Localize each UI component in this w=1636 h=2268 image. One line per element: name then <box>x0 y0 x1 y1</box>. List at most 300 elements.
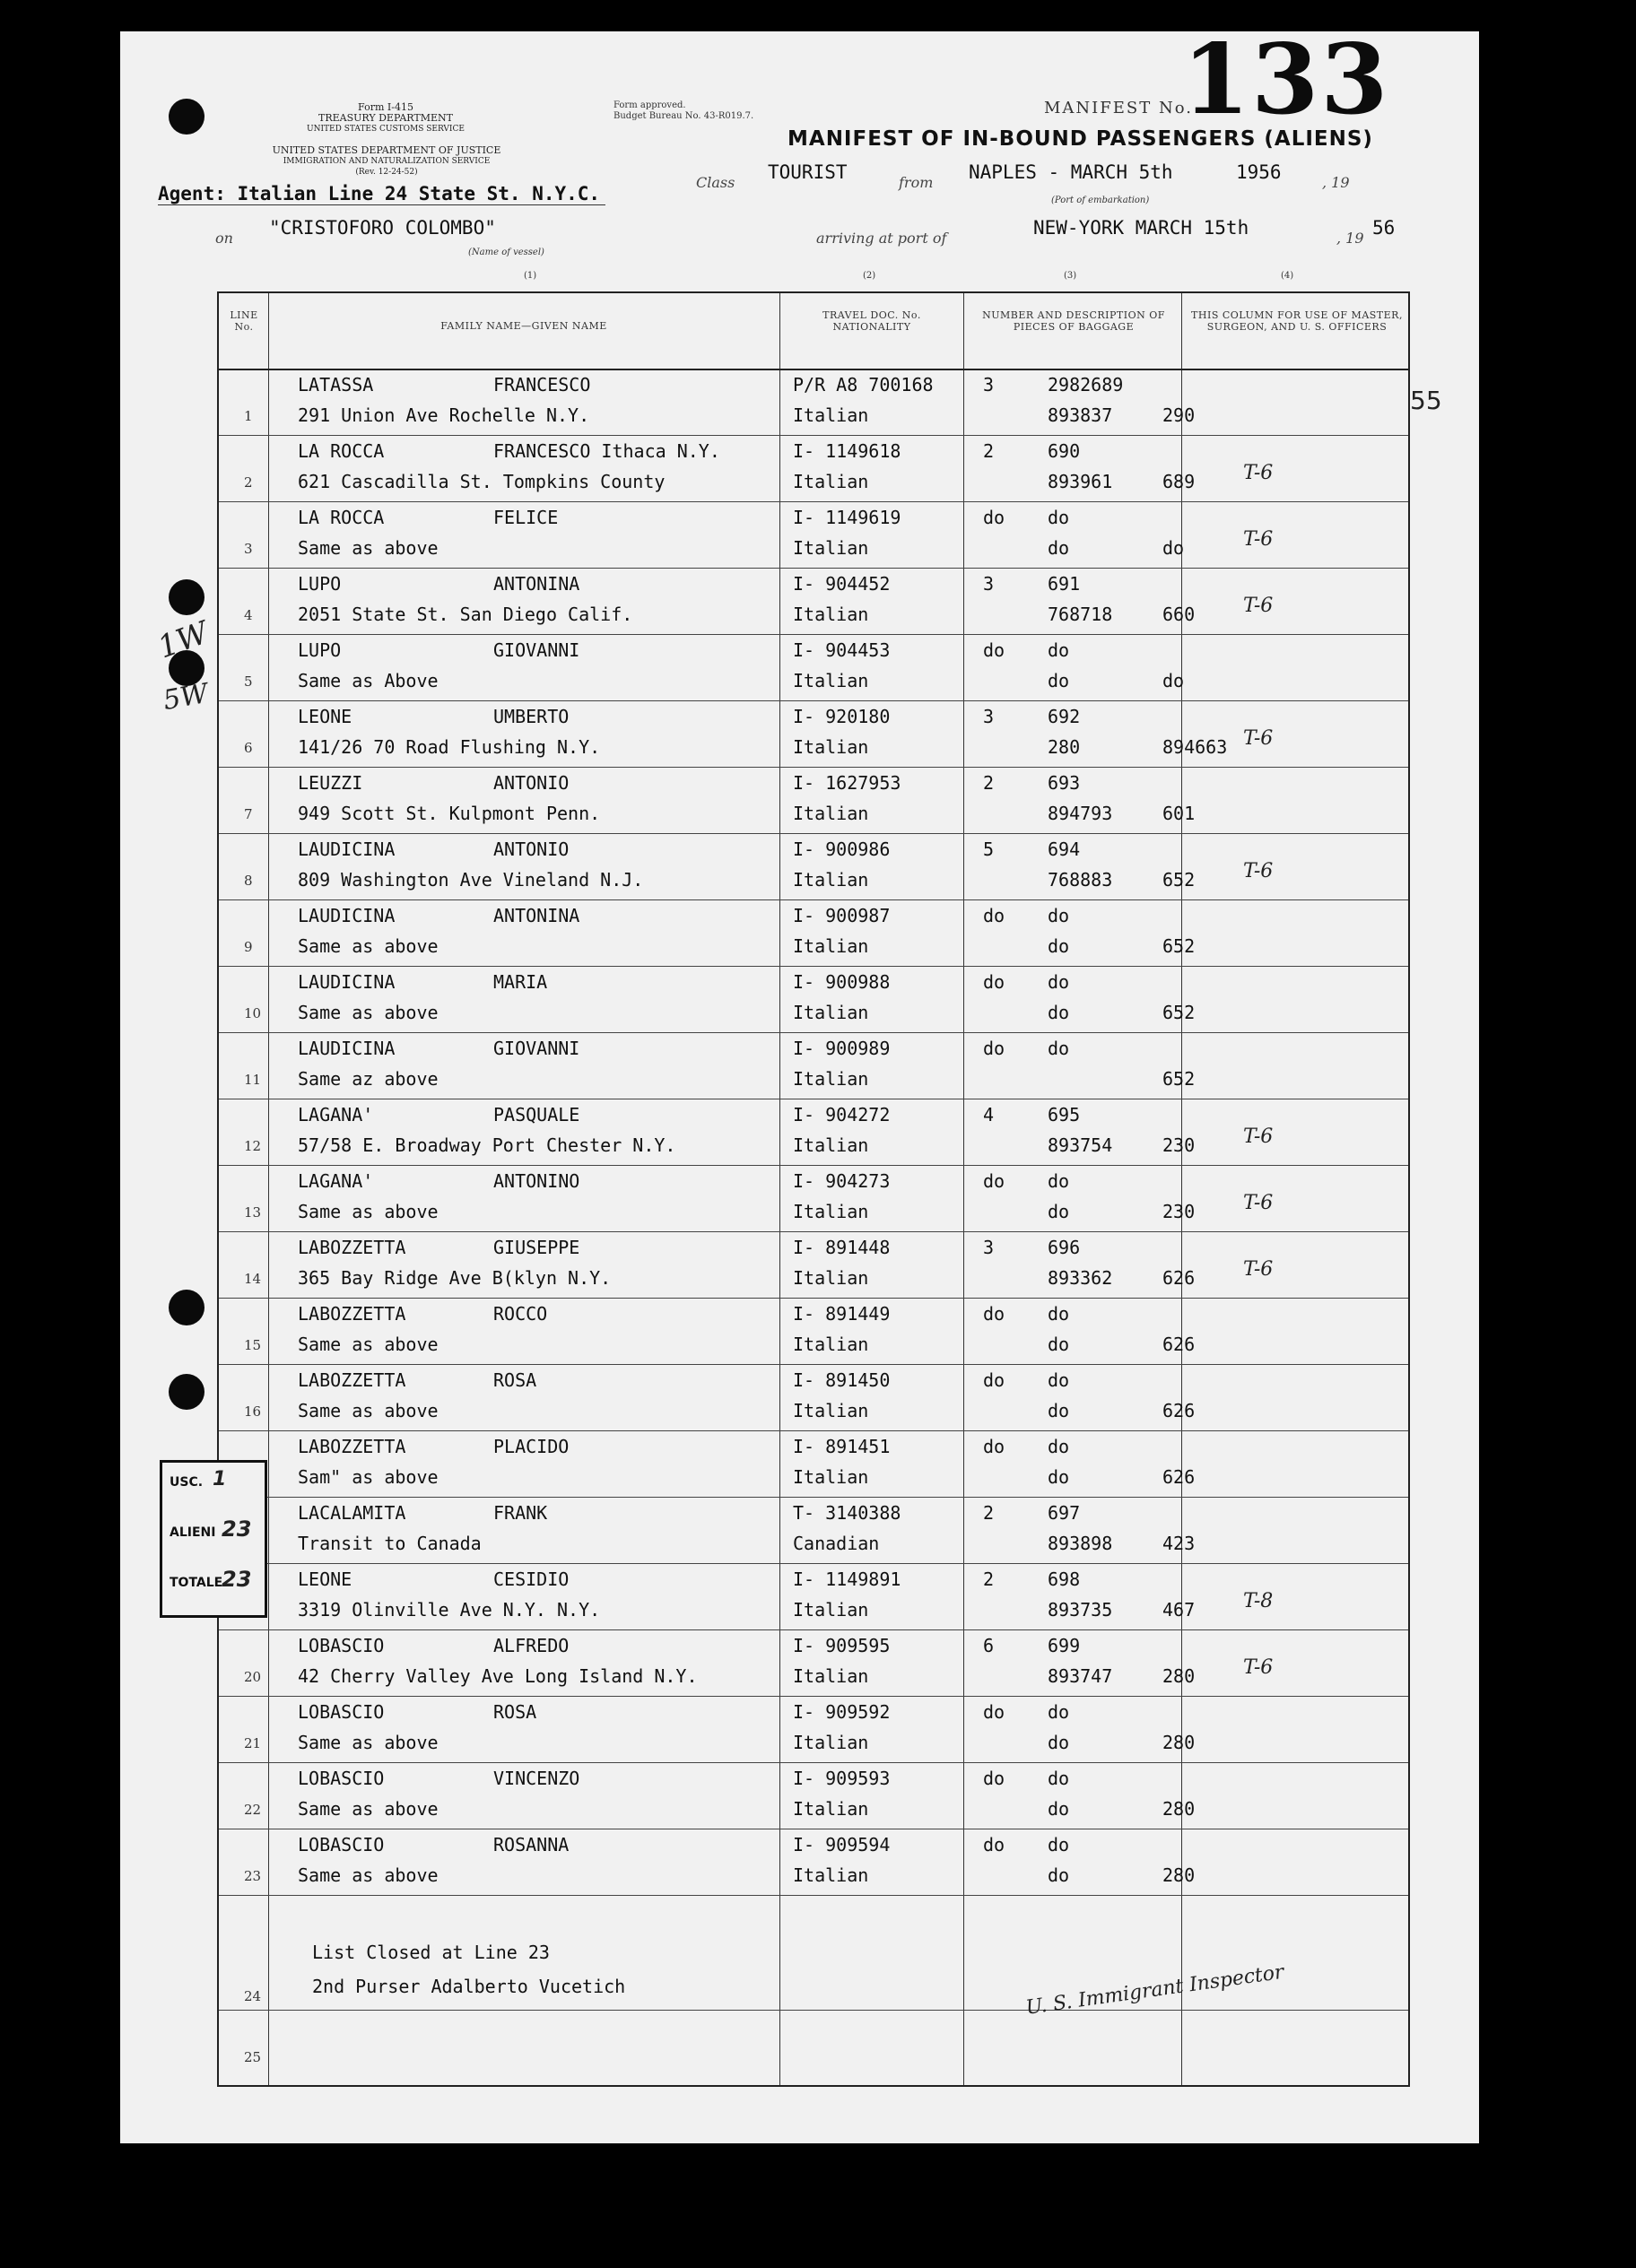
table-row <box>219 1696 1408 1763</box>
given-name: GIOVANNI <box>493 1038 580 1059</box>
given-name: ROSA <box>493 1701 537 1723</box>
baggage-weight: 423 <box>1162 1533 1196 1554</box>
given-name: UMBERTO <box>493 706 570 727</box>
form-info-block <box>269 102 502 135</box>
baggage-tag: do <box>1048 1369 1070 1391</box>
nationality: Italian <box>793 736 869 758</box>
officer-note: T-6 <box>1243 860 1274 882</box>
form-number: Form I-415 <box>358 101 413 113</box>
baggage-pieces: 6 <box>983 1635 995 1656</box>
form-approved: Form approved. <box>614 100 686 110</box>
baggage-check: do <box>1048 1334 1070 1355</box>
line-number: 4 <box>244 607 253 623</box>
table-row <box>219 1032 1408 1099</box>
travel-doc-number: I- 909594 <box>793 1834 891 1855</box>
line-number: 6 <box>244 740 253 756</box>
given-name: ANTONINA <box>493 905 580 926</box>
travel-doc-number: I- 904453 <box>793 639 891 661</box>
table-row <box>219 634 1408 701</box>
baggage-pieces: do <box>983 1768 1005 1789</box>
baggage-weight: 652 <box>1162 935 1196 957</box>
address: Same as above <box>298 1002 439 1023</box>
travel-doc-number: I- 1149891 <box>793 1568 901 1590</box>
col-index-3: (3) <box>1064 271 1077 281</box>
baggage-tag: do <box>1048 507 1070 528</box>
line-number: 2 <box>244 474 253 491</box>
address: Same as above <box>298 537 439 559</box>
baggage-pieces: do <box>983 1038 1005 1059</box>
officer-note: T-6 <box>1243 1125 1274 1148</box>
baggage-check: 893837 <box>1048 404 1113 426</box>
address: 57/58 E. Broadway Port Chester N.Y. <box>298 1134 676 1156</box>
table-row <box>219 435 1408 502</box>
baggage-weight: 689 <box>1162 471 1196 492</box>
baggage-weight: 660 <box>1162 604 1196 625</box>
travel-doc-number: I- 904273 <box>793 1170 891 1192</box>
line-number: 8 <box>244 873 253 889</box>
baggage-tag: do <box>1048 971 1070 993</box>
baggage-weight: do <box>1162 537 1185 559</box>
given-name: ALFREDO <box>493 1635 570 1656</box>
nationality: Italian <box>793 1334 869 1355</box>
baggage-tag: 693 <box>1048 772 1081 794</box>
baggage-tag: 698 <box>1048 1568 1081 1590</box>
officer-note: T-6 <box>1243 528 1274 551</box>
line-number: 21 <box>244 1735 262 1751</box>
baggage-check: 893754 <box>1048 1134 1113 1156</box>
address: Same as above <box>298 1201 439 1222</box>
address: Same as above <box>298 935 439 957</box>
family-name: LATASSA <box>298 374 374 395</box>
arriving-value: NEW-YORK MARCH 15th <box>1033 217 1249 239</box>
list-closed-note: List Closed at Line 23 <box>312 1942 550 1963</box>
nationality: Italian <box>793 1466 869 1488</box>
travel-doc-number: I- 920180 <box>793 706 891 727</box>
rev-label: (Rev. 12-24-52) <box>355 168 418 177</box>
family-name: LABOZZETTA <box>298 1303 406 1325</box>
table-row <box>219 1762 1408 1829</box>
nationality: Italian <box>793 935 869 957</box>
address: Sam" as above <box>298 1466 439 1488</box>
nationality: Italian <box>793 803 869 824</box>
address: 291 Union Ave Rochelle N.Y. <box>298 404 590 426</box>
baggage-weight: 894663 <box>1162 736 1228 758</box>
nationality: Italian <box>793 1665 869 1687</box>
table-row <box>219 767 1408 834</box>
officer-note: T-6 <box>1243 1656 1274 1679</box>
purser-signature: 2nd Purser Adalberto Vucetich <box>312 1976 626 1997</box>
nationality: Italian <box>793 604 869 625</box>
baggage-check: do <box>1048 1201 1070 1222</box>
line-number: 1 <box>244 408 253 424</box>
address: Same as Above <box>298 670 439 691</box>
baggage-check: do <box>1048 670 1070 691</box>
nationality: Italian <box>793 471 869 492</box>
travel-doc-number: I- 891448 <box>793 1237 891 1258</box>
address: Same as above <box>298 1400 439 1421</box>
line-number: 12 <box>244 1138 262 1154</box>
baggage-check: do <box>1048 1466 1070 1488</box>
baggage-tag: do <box>1048 639 1070 661</box>
row-divider <box>219 2010 1408 2011</box>
treasury-label: TREASURY DEPARTMENT <box>318 112 453 124</box>
given-name: FELICE <box>493 507 559 528</box>
family-name: LOBASCIO <box>298 1635 385 1656</box>
travel-doc-number: I- 904272 <box>793 1104 891 1125</box>
punch-hole <box>169 99 204 135</box>
budget-bureau: Budget Bureau No. 43-R019.7. <box>614 111 754 121</box>
officer-note: T-6 <box>1243 595 1274 617</box>
address: Transit to Canada <box>298 1533 482 1554</box>
travel-doc-number: I- 900989 <box>793 1038 891 1059</box>
justice-label: UNITED STATES DEPARTMENT OF JUSTICE <box>272 144 501 156</box>
address: Same as above <box>298 1798 439 1820</box>
arrival-year-prefix: , 19 <box>1336 230 1364 247</box>
officer-note: T-6 <box>1243 462 1274 484</box>
baggage-tag: do <box>1048 1701 1070 1723</box>
travel-doc-number: I- 891450 <box>793 1369 891 1391</box>
baggage-check: 280 <box>1048 736 1081 758</box>
baggage-weight: 626 <box>1162 1400 1196 1421</box>
footer-divider <box>219 1895 1408 1896</box>
punch-hole <box>169 1290 204 1325</box>
table-row <box>219 1099 1408 1166</box>
given-name: VINCENZO <box>493 1768 580 1789</box>
address: 141/26 70 Road Flushing N.Y. <box>298 736 601 758</box>
given-name: FRANCESCO Ithaca N.Y. <box>493 440 720 462</box>
baggage-pieces: do <box>983 1170 1005 1192</box>
baggage-check: do <box>1048 1400 1070 1421</box>
table-header <box>219 293 1408 370</box>
port-embarkation-caption: (Port of embarkation) <box>1051 196 1150 205</box>
address: 949 Scott St. Kulpmont Penn. <box>298 803 601 824</box>
nationality: Italian <box>793 1201 869 1222</box>
baggage-tag: 692 <box>1048 706 1081 727</box>
agent-line: Agent: Italian Line 24 State St. N.Y.C. <box>158 183 605 205</box>
passenger-table <box>217 291 1410 2087</box>
on-label: on <box>215 230 233 247</box>
travel-doc-number: I- 900988 <box>793 971 891 993</box>
baggage-pieces: 5 <box>983 839 995 860</box>
baggage-check: 768883 <box>1048 869 1113 891</box>
header-baggage: NUMBER AND DESCRIPTION OF PIECES OF BAGGAGE <box>982 309 1165 333</box>
stamp-usc-label: USC. <box>170 1475 204 1490</box>
given-name: ANTONINA <box>493 573 580 595</box>
baggage-weight: 652 <box>1162 869 1196 891</box>
baggage-weight: 280 <box>1162 1864 1196 1886</box>
baggage-weight: do <box>1162 670 1185 691</box>
family-name: LUPO <box>298 639 342 661</box>
baggage-weight: 290 <box>1162 404 1196 426</box>
nationality: Italian <box>793 1002 869 1023</box>
baggage-pieces: do <box>983 1701 1005 1723</box>
baggage-pieces: do <box>983 639 1005 661</box>
baggage-tag: do <box>1048 1170 1070 1192</box>
baggage-tag: 690 <box>1048 440 1081 462</box>
baggage-tag: 2982689 <box>1048 374 1124 395</box>
family-name: LEONE <box>298 706 352 727</box>
baggage-weight: 652 <box>1162 1002 1196 1023</box>
family-name: LABOZZETTA <box>298 1369 406 1391</box>
officer-note: T-6 <box>1243 1192 1274 1214</box>
table-row <box>219 1563 1408 1630</box>
family-name: LAUDICINA <box>298 971 396 993</box>
line-number: 22 <box>244 1802 262 1818</box>
family-name: LOBASCIO <box>298 1768 385 1789</box>
baggage-pieces: do <box>983 1436 1005 1457</box>
nationality: Canadian <box>793 1533 880 1554</box>
page-note: 55 <box>1410 386 1442 415</box>
vessel-name: "CRISTOFORO COLOMBO" <box>269 217 496 239</box>
given-name: ANTONIO <box>493 772 570 794</box>
nationality: Italian <box>793 404 869 426</box>
line-number: 14 <box>244 1271 262 1287</box>
family-name: LABOZZETTA <box>298 1436 406 1457</box>
baggage-tag: do <box>1048 1768 1070 1789</box>
travel-doc-number: I- 904452 <box>793 573 891 595</box>
table-row <box>219 1165 1408 1232</box>
address: Same as above <box>298 1334 439 1355</box>
travel-doc-number: I- 1149619 <box>793 507 901 528</box>
baggage-pieces: do <box>983 1834 1005 1855</box>
address: 3319 Olinville Ave N.Y. N.Y. <box>298 1599 601 1621</box>
address: 365 Bay Ridge Ave B(klyn N.Y. <box>298 1267 612 1289</box>
table-row <box>219 1231 1408 1299</box>
travel-doc-number: I- 909595 <box>793 1635 891 1656</box>
travel-doc-number: I- 1627953 <box>793 772 901 794</box>
nationality: Italian <box>793 869 869 891</box>
given-name: FRANK <box>493 1502 548 1524</box>
line-number: 10 <box>244 1005 262 1021</box>
address: Same as above <box>298 1732 439 1753</box>
baggage-pieces: 2 <box>983 772 995 794</box>
baggage-pieces: 3 <box>983 706 995 727</box>
table-row <box>219 568 1408 635</box>
baggage-pieces: do <box>983 1303 1005 1325</box>
baggage-tag: 691 <box>1048 573 1081 595</box>
stamp-total-label: TOTALE <box>170 1576 223 1590</box>
family-name: LAGANA' <box>298 1104 374 1125</box>
header-officers: THIS COLUMN FOR USE OF MASTER, SURGEON, AND U. S. OFFICERS <box>1191 309 1403 333</box>
family-name: LAUDICINA <box>298 1038 396 1059</box>
family-name: LOBASCIO <box>298 1834 385 1855</box>
address: 42 Cherry Valley Ave Long Island N.Y. <box>298 1665 698 1687</box>
baggage-weight: 652 <box>1162 1068 1196 1090</box>
arrival-year: 56 <box>1372 217 1396 239</box>
table-row <box>219 1298 1408 1365</box>
line-number: 11 <box>244 1072 262 1088</box>
margin-note: 5W <box>161 677 211 717</box>
baggage-check: do <box>1048 537 1070 559</box>
baggage-tag: 697 <box>1048 1502 1081 1524</box>
nationality: Italian <box>793 1400 869 1421</box>
given-name: ROSANNA <box>493 1834 570 1855</box>
family-name: LA ROCCA <box>298 507 385 528</box>
nationality: Italian <box>793 1134 869 1156</box>
baggage-check: do <box>1048 1798 1070 1820</box>
travel-doc-number: I- 891451 <box>793 1436 891 1457</box>
address: Same az above <box>298 1068 439 1090</box>
officer-note: T-6 <box>1243 727 1274 750</box>
given-name: GIOVANNI <box>493 639 580 661</box>
given-name: ANTONINO <box>493 1170 580 1192</box>
address: Same as above <box>298 1864 439 1886</box>
stamp-alien-label: ALIENI <box>170 1525 216 1540</box>
officer-note: T-6 <box>1243 1258 1274 1281</box>
nationality: Italian <box>793 1732 869 1753</box>
line-number: 13 <box>244 1204 262 1221</box>
embark-year: 1956 <box>1236 161 1282 183</box>
baggage-tag: do <box>1048 1038 1070 1059</box>
table-row <box>219 369 1408 436</box>
punch-hole <box>169 1374 204 1410</box>
baggage-weight: 280 <box>1162 1665 1196 1687</box>
nationality: Italian <box>793 537 869 559</box>
baggage-tag: do <box>1048 1303 1070 1325</box>
nationality: Italian <box>793 1864 869 1886</box>
baggage-tag: do <box>1048 1436 1070 1457</box>
table-row <box>219 1497 1408 1564</box>
count-stamp <box>160 1460 267 1618</box>
table-row <box>219 1629 1408 1697</box>
baggage-weight: 626 <box>1162 1466 1196 1488</box>
baggage-tag: 696 <box>1048 1237 1081 1258</box>
header-line-no: LINE No. <box>230 309 258 333</box>
family-name: LA ROCCA <box>298 440 385 462</box>
table-row <box>219 1829 1408 1896</box>
baggage-check: do <box>1048 1002 1070 1023</box>
given-name: GIUSEPPE <box>493 1237 580 1258</box>
baggage-weight: 230 <box>1162 1201 1196 1222</box>
baggage-weight: 280 <box>1162 1732 1196 1753</box>
baggage-pieces: 3 <box>983 374 995 395</box>
manifest-title: MANIFEST OF IN-BOUND PASSENGERS (ALIENS) <box>788 127 1373 151</box>
family-name: LEONE <box>298 1568 352 1590</box>
family-name: LABOZZETTA <box>298 1237 406 1258</box>
line-number: 7 <box>244 806 253 822</box>
baggage-pieces: do <box>983 905 1005 926</box>
baggage-check: 768718 <box>1048 604 1113 625</box>
baggage-pieces: do <box>983 971 1005 993</box>
address: 2051 State St. San Diego Calif. <box>298 604 633 625</box>
stamp-alien-value: 23 <box>222 1516 252 1542</box>
baggage-pieces: 2 <box>983 1568 995 1590</box>
baggage-tag: 699 <box>1048 1635 1081 1656</box>
officer-note: T-8 <box>1243 1590 1274 1612</box>
baggage-tag: do <box>1048 905 1070 926</box>
travel-doc-number: I- 909593 <box>793 1768 891 1789</box>
baggage-check: 894793 <box>1048 803 1113 824</box>
travel-doc-number: P/R A8 700168 <box>793 374 934 395</box>
given-name: MARIA <box>493 971 548 993</box>
line-number: 24 <box>244 1988 262 2004</box>
given-name: ANTONIO <box>493 839 570 860</box>
baggage-pieces: 2 <box>983 1502 995 1524</box>
travel-doc-number: I- 909592 <box>793 1701 891 1723</box>
line-number: 9 <box>244 939 253 955</box>
nationality: Italian <box>793 1068 869 1090</box>
travel-doc-number: I- 1149618 <box>793 440 901 462</box>
baggage-check: 893961 <box>1048 471 1113 492</box>
baggage-weight: 626 <box>1162 1334 1196 1355</box>
baggage-weight: 230 <box>1162 1134 1196 1156</box>
arriving-label: arriving at port of <box>816 230 947 247</box>
customs-label: UNITED STATES CUSTOMS SERVICE <box>307 125 465 134</box>
table-row <box>219 833 1408 900</box>
col-index-4: (4) <box>1281 271 1294 281</box>
baggage-weight: 601 <box>1162 803 1196 824</box>
header-travel-doc: TRAVEL DOC. No. NATIONALITY <box>822 309 921 333</box>
family-name: LAUDICINA <box>298 905 396 926</box>
line-number: 16 <box>244 1403 262 1420</box>
manifest-number: 133 <box>1182 23 1390 136</box>
table-row <box>219 700 1408 768</box>
justice-block <box>212 145 561 178</box>
baggage-tag: do <box>1048 1834 1070 1855</box>
family-name: LUPO <box>298 573 342 595</box>
given-name: CESIDIO <box>493 1568 570 1590</box>
class-value: TOURIST <box>768 161 848 183</box>
given-name: FRANCESCO <box>493 374 591 395</box>
baggage-weight: 626 <box>1162 1267 1196 1289</box>
line-number: 15 <box>244 1337 262 1353</box>
travel-doc-number: T- 3140388 <box>793 1502 901 1524</box>
line-number: 23 <box>244 1868 262 1884</box>
line-number: 3 <box>244 541 253 557</box>
table-row <box>219 899 1408 967</box>
nationality: Italian <box>793 1267 869 1289</box>
nationality: Italian <box>793 1599 869 1621</box>
baggage-tag: 695 <box>1048 1104 1081 1125</box>
baggage-check: 893747 <box>1048 1665 1113 1687</box>
vessel-caption: (Name of vessel) <box>468 248 544 257</box>
punch-hole <box>169 579 204 615</box>
travel-doc-number: I- 891449 <box>793 1303 891 1325</box>
class-label: Class <box>696 174 735 191</box>
baggage-check: do <box>1048 1864 1070 1886</box>
baggage-pieces: 4 <box>983 1104 995 1125</box>
table-row <box>219 1364 1408 1431</box>
stamp-total-value: 23 <box>222 1567 252 1592</box>
baggage-pieces: 2 <box>983 440 995 462</box>
inspector-signature: U. S. Immigrant Inspector <box>1024 1960 1286 2020</box>
nationality: Italian <box>793 670 869 691</box>
baggage-pieces: do <box>983 507 1005 528</box>
baggage-weight: 280 <box>1162 1798 1196 1820</box>
stamp-usc-value: 1 <box>213 1468 227 1490</box>
baggage-tag: 694 <box>1048 839 1081 860</box>
margin-note: 1W <box>152 614 213 666</box>
family-name: LEUZZI <box>298 772 363 794</box>
given-name: PLACIDO <box>493 1436 570 1457</box>
baggage-pieces: 3 <box>983 573 995 595</box>
travel-doc-number: I- 900987 <box>793 905 891 926</box>
address: 621 Cascadilla St. Tompkins County <box>298 471 666 492</box>
baggage-check: do <box>1048 935 1070 957</box>
baggage-pieces: 3 <box>983 1237 995 1258</box>
baggage-check: 893898 <box>1048 1533 1113 1554</box>
family-name: LACALAMITA <box>298 1502 406 1524</box>
given-name: ROSA <box>493 1369 537 1391</box>
nationality: Italian <box>793 1798 869 1820</box>
table-row <box>219 501 1408 569</box>
baggage-pieces: do <box>983 1369 1005 1391</box>
line-number: 5 <box>244 673 253 690</box>
given-name: ROCCO <box>493 1303 548 1325</box>
manifest-no-label: MANIFEST No. <box>1044 99 1193 117</box>
from-value: NAPLES - MARCH 5th <box>969 161 1173 183</box>
family-name: LAGANA' <box>298 1170 374 1192</box>
